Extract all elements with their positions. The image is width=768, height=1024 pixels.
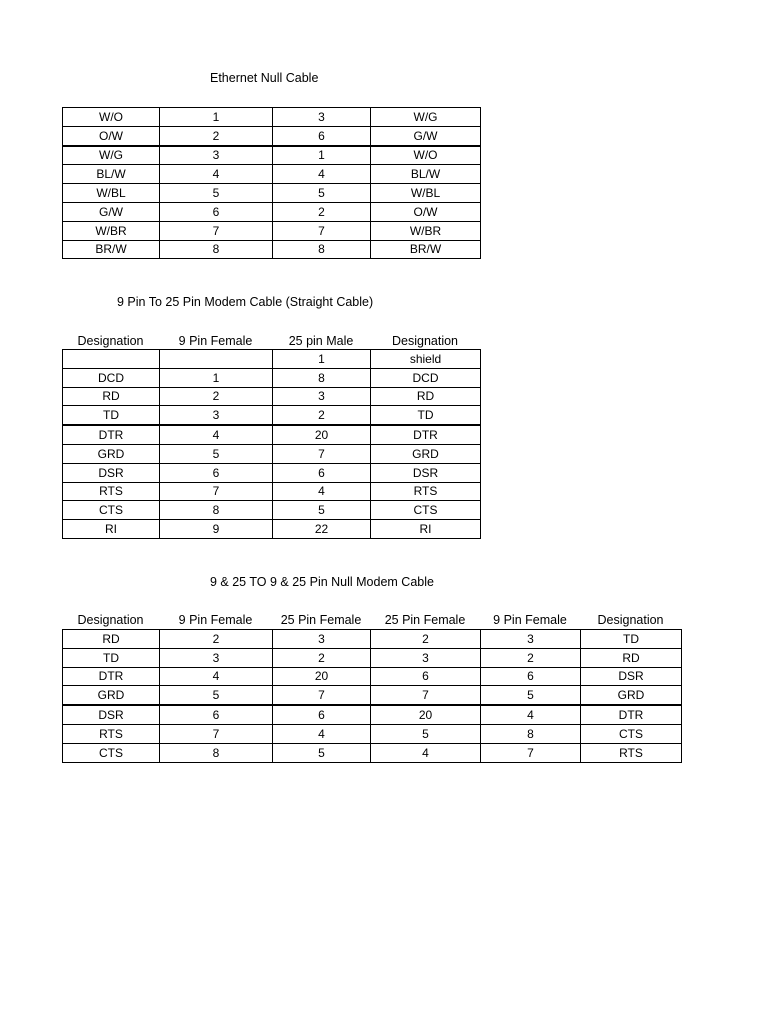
- table-cell: TD: [371, 406, 481, 425]
- table-cell: RTS: [581, 743, 682, 762]
- nullmodem-header-row: [62, 613, 681, 627]
- table-cell: shield: [371, 350, 481, 369]
- table-cell: 5: [160, 184, 273, 203]
- table-cell: 4: [273, 724, 371, 743]
- table-cell: 7: [273, 221, 371, 240]
- table-cell: 4: [273, 482, 371, 501]
- table-cell: CTS: [581, 724, 682, 743]
- table-cell: W/BR: [371, 221, 481, 240]
- table-cell: BR/W: [371, 240, 481, 259]
- table-cell: W/BR: [63, 221, 160, 240]
- table-cell: W/O: [63, 108, 160, 127]
- table-cell: 8: [160, 743, 273, 762]
- table-cell: 8: [160, 240, 273, 259]
- table-cell: DCD: [63, 368, 160, 387]
- table-cell: RTS: [63, 482, 160, 501]
- table-cell: 2: [371, 630, 481, 649]
- table-cell: DCD: [371, 368, 481, 387]
- table-cell: 6: [160, 705, 273, 724]
- table-cell: 2: [160, 126, 273, 145]
- table-cell: O/W: [371, 202, 481, 221]
- table-cell: 4: [160, 425, 273, 444]
- modem-title: 9 Pin To 25 Pin Modem Cable (Straight Cable): [117, 295, 374, 309]
- table-cell: BL/W: [371, 165, 481, 184]
- table-cell: [63, 350, 160, 369]
- table-cell: RD: [63, 387, 160, 406]
- table-cell: 1: [273, 146, 371, 165]
- table-cell: 5: [481, 686, 581, 705]
- table-cell: 7: [273, 686, 371, 705]
- table-cell: GRD: [63, 686, 160, 705]
- table-cell: GRD: [63, 444, 160, 463]
- modem-header-9pin-female: 9 Pin Female: [178, 334, 253, 348]
- table-cell: 3: [160, 146, 273, 165]
- table-cell: 8: [273, 368, 371, 387]
- modem-table: [62, 349, 481, 539]
- table-row: [63, 126, 481, 145]
- table-cell: CTS: [63, 501, 160, 520]
- table-cell: 6: [371, 667, 481, 686]
- ethernet-table-body: [63, 108, 481, 259]
- nullmodem-table: [62, 629, 682, 763]
- table-row: [63, 368, 481, 387]
- table-cell: G/W: [63, 202, 160, 221]
- table-cell: [160, 350, 273, 369]
- table-cell: DTR: [581, 705, 682, 724]
- nullmodem-header-25pin-female-right: 25 Pin Female: [384, 613, 466, 627]
- table-cell: 6: [273, 463, 371, 482]
- table-cell: 7: [160, 482, 273, 501]
- table-cell: 6: [160, 463, 273, 482]
- modem-header-25pin-male: 25 pin Male: [288, 334, 354, 348]
- table-cell: 7: [160, 221, 273, 240]
- table-cell: 3: [160, 406, 273, 425]
- nullmodem-header-9pin-female: 9 Pin Female: [178, 613, 253, 627]
- table-cell: 3: [273, 108, 371, 127]
- table-cell: 7: [481, 743, 581, 762]
- table-row: [63, 648, 682, 667]
- modem-header-designation-right: Designation: [391, 334, 458, 348]
- table-cell: 7: [160, 724, 273, 743]
- table-row: [63, 240, 481, 259]
- table-cell: DSR: [63, 705, 160, 724]
- table-cell: BR/W: [63, 240, 160, 259]
- table-row: [63, 165, 481, 184]
- table-cell: 2: [273, 648, 371, 667]
- table-cell: G/W: [371, 126, 481, 145]
- table-cell: W/BL: [63, 184, 160, 203]
- table-cell: 5: [371, 724, 481, 743]
- nullmodem-table-body: [63, 630, 682, 763]
- table-cell: DSR: [581, 667, 682, 686]
- table-cell: W/O: [371, 146, 481, 165]
- ethernet-title: Ethernet Null Cable: [210, 71, 319, 85]
- table-row: [63, 350, 481, 369]
- table-cell: 9: [160, 520, 273, 539]
- table-cell: RD: [63, 630, 160, 649]
- table-row: [63, 425, 481, 444]
- nullmodem-header-designation-right: Designation: [597, 613, 664, 627]
- nullmodem-header-25pin-female: 25 Pin Female: [280, 613, 362, 627]
- table-row: [63, 520, 481, 539]
- table-cell: 22: [273, 520, 371, 539]
- table-row: [63, 221, 481, 240]
- table-row: [63, 724, 682, 743]
- table-row: [63, 482, 481, 501]
- table-cell: 1: [273, 350, 371, 369]
- table-cell: DTR: [371, 425, 481, 444]
- table-row: [63, 630, 682, 649]
- table-cell: 1: [160, 108, 273, 127]
- table-cell: 8: [160, 501, 273, 520]
- table-cell: 1: [160, 368, 273, 387]
- table-cell: RTS: [371, 482, 481, 501]
- table-cell: 5: [160, 686, 273, 705]
- table-cell: 6: [481, 667, 581, 686]
- table-cell: GRD: [371, 444, 481, 463]
- table-cell: RD: [371, 387, 481, 406]
- table-cell: 3: [273, 387, 371, 406]
- table-cell: 2: [160, 387, 273, 406]
- table-row: [63, 202, 481, 221]
- table-cell: 8: [273, 240, 371, 259]
- table-row: [63, 184, 481, 203]
- table-cell: W/G: [63, 146, 160, 165]
- table-row: [63, 406, 481, 425]
- table-row: [63, 501, 481, 520]
- table-cell: DTR: [63, 425, 160, 444]
- table-cell: O/W: [63, 126, 160, 145]
- table-cell: 3: [371, 648, 481, 667]
- table-cell: 8: [481, 724, 581, 743]
- table-row: [63, 463, 481, 482]
- table-cell: 3: [273, 630, 371, 649]
- table-cell: 5: [273, 743, 371, 762]
- table-cell: RI: [63, 520, 160, 539]
- nullmodem-header-designation: Designation: [77, 613, 144, 627]
- table-cell: 2: [481, 648, 581, 667]
- table-cell: 2: [273, 202, 371, 221]
- table-cell: DSR: [63, 463, 160, 482]
- modem-header-designation: Designation: [77, 334, 144, 348]
- table-cell: 7: [371, 686, 481, 705]
- modem-table-body: [63, 350, 481, 539]
- table-cell: 6: [160, 202, 273, 221]
- table-cell: 6: [273, 705, 371, 724]
- nullmodem-header-9pin-female-right: 9 Pin Female: [493, 613, 567, 627]
- table-cell: TD: [581, 630, 682, 649]
- table-cell: 4: [481, 705, 581, 724]
- table-cell: RI: [371, 520, 481, 539]
- table-cell: 20: [273, 667, 371, 686]
- table-cell: 4: [371, 743, 481, 762]
- table-cell: DSR: [371, 463, 481, 482]
- table-cell: GRD: [581, 686, 682, 705]
- table-cell: BL/W: [63, 165, 160, 184]
- table-cell: 7: [273, 444, 371, 463]
- table-row: [63, 705, 682, 724]
- table-row: [63, 743, 682, 762]
- table-cell: 4: [160, 667, 273, 686]
- table-cell: 5: [273, 184, 371, 203]
- ethernet-table: [62, 107, 481, 259]
- table-row: [63, 444, 481, 463]
- table-cell: 20: [371, 705, 481, 724]
- table-row: [63, 387, 481, 406]
- modem-header-row: [62, 334, 480, 348]
- table-row: [63, 686, 682, 705]
- table-cell: 5: [160, 444, 273, 463]
- table-cell: 3: [160, 648, 273, 667]
- table-row: [63, 146, 481, 165]
- table-cell: 20: [273, 425, 371, 444]
- table-cell: 6: [273, 126, 371, 145]
- table-cell: TD: [63, 648, 160, 667]
- table-row: [63, 667, 682, 686]
- table-cell: 4: [273, 165, 371, 184]
- table-cell: TD: [63, 406, 160, 425]
- table-cell: CTS: [63, 743, 160, 762]
- table-cell: DTR: [63, 667, 160, 686]
- table-cell: 5: [273, 501, 371, 520]
- table-cell: 2: [160, 630, 273, 649]
- table-row: [63, 108, 481, 127]
- table-cell: W/G: [371, 108, 481, 127]
- table-cell: 3: [481, 630, 581, 649]
- table-cell: 2: [273, 406, 371, 425]
- table-cell: W/BL: [371, 184, 481, 203]
- table-cell: RTS: [63, 724, 160, 743]
- table-cell: 4: [160, 165, 273, 184]
- table-cell: RD: [581, 648, 682, 667]
- table-cell: CTS: [371, 501, 481, 520]
- nullmodem-title: 9 & 25 TO 9 & 25 Pin Null Modem Cable: [210, 575, 434, 589]
